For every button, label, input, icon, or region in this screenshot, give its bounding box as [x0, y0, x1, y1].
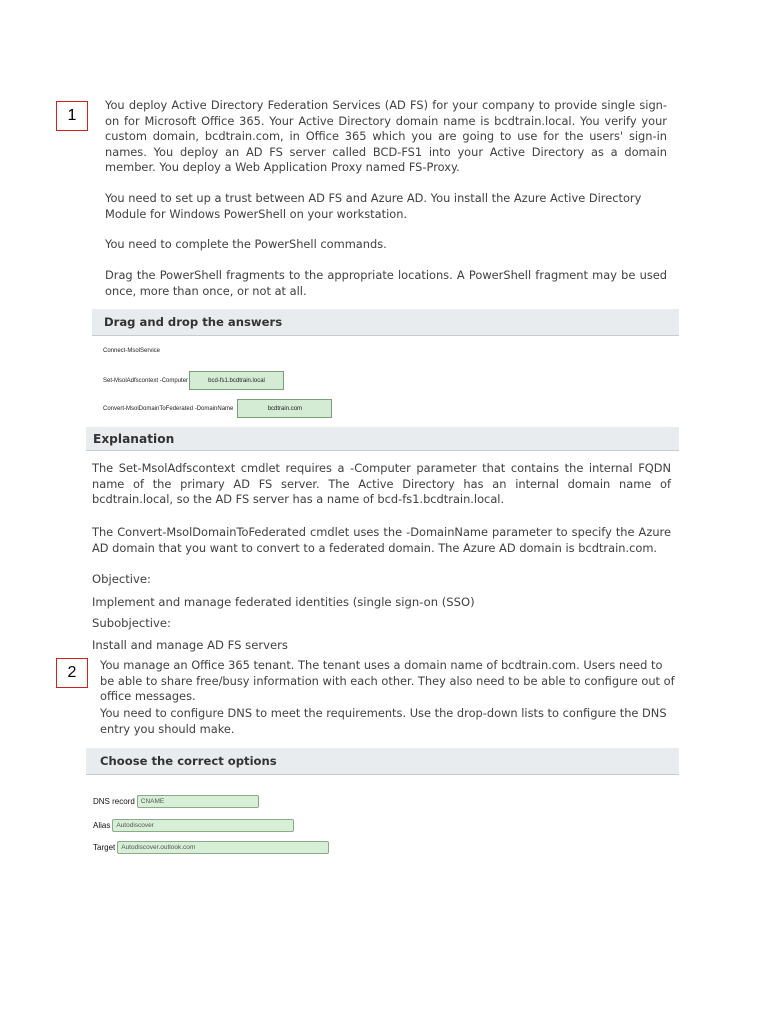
target-value: Autodiscover.outlook.com [121, 844, 196, 851]
command-set-msoladfscontext [103, 371, 284, 390]
subobjective-label: Subobjective: [92, 616, 171, 630]
explanation-header-text: Explanation [93, 431, 175, 446]
alias-row [93, 819, 294, 832]
explanation-paragraph-domainname: The Convert-MsolDomainToFederated cmdlet uses the -DomainName parameter to specify the Azure AD domain that you want to convert to a federated domain. The Azure AD domain is bcdtrain.com. [92, 525, 671, 555]
question-number-2 [56, 658, 88, 688]
q1-paragraph-task: You need to complete the PowerShell commands. [105, 237, 387, 251]
alias-value: Autodiscover [116, 822, 154, 829]
alias-label: Alias [93, 821, 111, 830]
dns-record-label: DNS record [93, 797, 135, 806]
dns-record-dropdown[interactable] [137, 795, 259, 808]
drop-target-computer[interactable] [189, 371, 284, 390]
drop-target-domainname[interactable] [237, 399, 332, 418]
target-row [93, 841, 329, 854]
subobjective-text: Install and manage AD FS servers [92, 638, 288, 652]
q1-paragraph-trust: You need to set up a trust between AD FS and Azure AD. You install the Azure Active Directory Module for Windows PowerShell on your workstation. [105, 191, 642, 221]
drag-drop-header-text: Drag and drop the answers [104, 315, 283, 329]
q2-paragraph-scenario: You manage an Office 365 tenant. The tenant uses a domain name of bcdtrain.com. Users need to be able to share free/busy information with each other. They also need to be able to configure out of office messages. [100, 658, 675, 703]
target-label: Target [93, 843, 116, 852]
drag-drop-header [92, 309, 679, 336]
command-connect-text: Connect-MsolService [103, 348, 161, 354]
command-convert-msoldomaintofederated [103, 399, 332, 418]
dns-record-value: CNAME [140, 798, 165, 805]
dns-record-row [93, 795, 259, 808]
command-convert-text: Convert-MsolDomainToFederated -DomainName [103, 405, 234, 412]
question-number-1-text: 1 [67, 107, 77, 124]
objective-label: Objective: [92, 572, 151, 586]
drop-target-computer-value: bcd-fs1.bcdtrain.local [208, 377, 265, 384]
alias-dropdown[interactable] [112, 819, 294, 832]
q2-paragraph-task: You need to configure DNS to meet the requirements. Use the drop-down lists to configure the DNS entry you should make. [100, 706, 667, 736]
drop-target-domainname-value: bcdtrain.com [267, 405, 303, 412]
command-set-text: Set-MsolAdfscontext -Computer [103, 377, 189, 384]
choose-options-header [86, 748, 679, 775]
command-connect-msolservice [103, 348, 160, 354]
question-number-1 [56, 101, 88, 131]
explanation-header [86, 427, 679, 451]
objective-text: Implement and manage federated identities (single sign-on (SSO) [92, 595, 475, 609]
q1-paragraph-scenario: You deploy Active Directory Federation Services (AD FS) for your company to provide single sign-on for Microsoft Office 365. Your Active Directory domain name is bcdtrain.local. You verify your custom domain, bcdtrain.com, in Office 365 which you are going to use for the users' sign-in names. You deploy an AD FS server called BCD-FS1 into your Active Directory as a domain member. You deploy a Web Application Proxy named FS-Proxy. [105, 98, 667, 174]
target-dropdown[interactable] [117, 841, 329, 854]
q1-paragraph-instructions: Drag the PowerShell fragments to the appropriate locations. A PowerShell fragment may be used once, more than once, or not at all. [105, 268, 667, 298]
explanation-paragraph-computer: The Set-MsolAdfscontext cmdlet requires a -Computer parameter that contains the internal FQDN name of the primary AD FS server. The Active Directory has an internal domain name of bcdtrain.local, so the AD FS server has a name of bcd-fs1.bcdtrain.local. [92, 461, 671, 506]
question-number-2-text: 2 [67, 664, 77, 681]
choose-options-header-text: Choose the correct options [100, 754, 277, 768]
